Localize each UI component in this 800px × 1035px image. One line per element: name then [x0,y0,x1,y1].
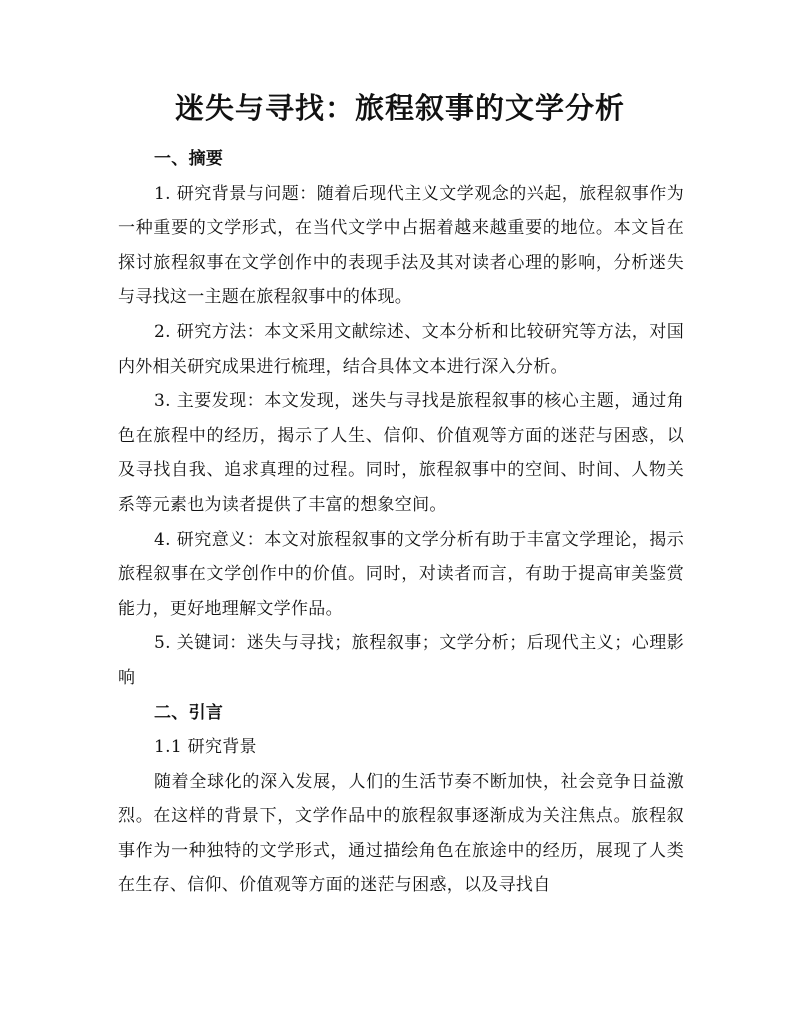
section-heading-abstract: 一、摘要 [154,149,224,169]
abstract-item-background: 1. 研究背景与问题：随着后现代主义文学观念的兴起，旅程叙事作为一种重要的文学形式，在当代文学中占据着越来越重要的地位。本文旨在探讨旅程叙事在文学创作中的表现手法及其对读者心理的影响，分析迷失与寻找这一主题在旅程叙事中的体现。 [118,183,684,308]
document-title: 迷失与寻找：旅程叙事的文学分析 [174,91,625,125]
subsection-heading-background: 1.1 研究背景 [154,737,257,758]
section-heading-introduction: 二、引言 [154,702,224,723]
abstract-item-significance: 4. 研究意义：本文对旅程叙事的文学分析有助于丰富文学理论，揭示旅程叙事在文学创作中的价值。同时，对读者而言，有助于提高审美鉴赏能力，更好地理解文学作品。 [118,529,684,619]
document-body [118,142,684,903]
abstract-item-keywords: 5. 关键词：迷失与寻找；旅程叙事；文学分析；后现代主义；心理影响 [118,633,684,688]
abstract-item-methods: 2. 研究方法：本文采用文献综述、文本分析和比较研究等方法，对国内外相关研究成果进行梳理，结合具体文本进行深入分析。 [118,321,684,377]
abstract-item-findings: 3. 主要发现：本文发现，迷失与寻找是旅程叙事的核心主题，通过角色在旅程中的经历，揭示了人生、信仰、价值观等方面的迷茫与困惑，以及寻找自我、追求真理的过程。同时，旅程叙事中的空间、时间、人物关系等元素也为读者提供了丰富的想象空间。 [118,391,684,515]
introduction-paragraph: 随着全球化的深入发展，人们的生活节奏不断加快，社会竞争日益激烈。在这样的背景下，文学作品中的旅程叙事逐渐成为关注焦点。旅程叙事作为一种独特的文学形式，通过描绘角色在旅途中的经历，展现了人类在生存、信仰、价值观等方面的迷茫与困惑，以及寻找自 [118,771,684,896]
